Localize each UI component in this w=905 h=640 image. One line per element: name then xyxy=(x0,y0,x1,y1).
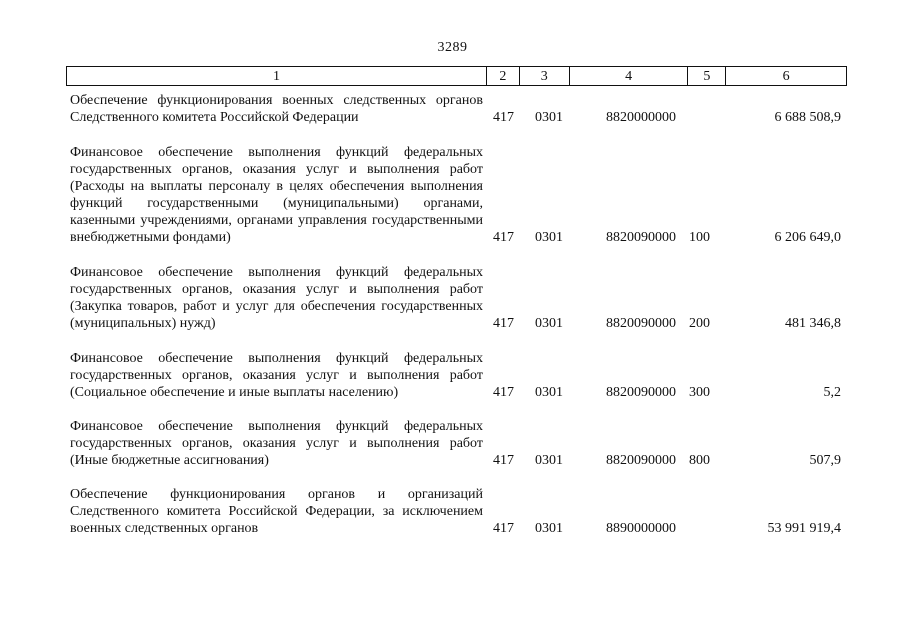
row-target-code: 8820090000 xyxy=(606,453,676,468)
header-col-1: 1 xyxy=(67,67,487,85)
row-target-code: 8890000000 xyxy=(606,521,676,536)
row-expense-type: 800 xyxy=(689,453,710,468)
row-expense-type: 300 xyxy=(689,385,710,400)
page-number: 3289 xyxy=(437,40,468,55)
row-description: Финансовое обеспечение выполнения функций федеральных государственных органов, оказания услуг и выполнения работ (Закупка товаров, работ и услуг для обеспечения государственных (муниципальных) нужд) xyxy=(70,265,483,331)
row-amount: 6 688 508,9 xyxy=(774,110,841,125)
header-col-2: 2 xyxy=(487,67,520,85)
row-description: Финансовое обеспечение выполнения функций федеральных государственных органов, оказания услуг и выполнения работ (Расходы на выплаты персоналу в целях обеспечения выполнения функций государственными (муниципальными) органами, казенными учреждениями, органами управления государственными внебюджетными фондами) xyxy=(70,145,483,245)
row-description: Обеспечение функционирования органов и организаций Следственного комитета Российской Федерации, за исключением военных следственных органов xyxy=(70,487,483,536)
row-section-code: 0301 xyxy=(535,385,563,400)
row-target-code: 8820090000 xyxy=(606,385,676,400)
header-col-6: 6 xyxy=(782,69,790,84)
row-ministry-code: 417 xyxy=(493,316,514,331)
row-section-code: 0301 xyxy=(535,316,563,331)
row-expense-type: 200 xyxy=(689,316,710,331)
row-ministry-code: 417 xyxy=(493,230,514,245)
row-amount: 5,2 xyxy=(823,385,841,400)
row-description: Финансовое обеспечение выполнения функций федеральных государственных органов, оказания услуг и выполнения работ (Иные бюджетные ассигнования) xyxy=(70,419,483,468)
header-col-3: 3 xyxy=(520,67,570,85)
header-col-5: 5 xyxy=(688,67,726,85)
row-ministry-code: 417 xyxy=(493,110,514,125)
row-description: Финансовое обеспечение выполнения функций федеральных государственных органов, оказания услуг и выполнения работ (Социальное обеспечение и иные выплаты населению) xyxy=(70,351,483,400)
row-ministry-code: 417 xyxy=(493,385,514,400)
row-ministry-code: 417 xyxy=(493,521,514,536)
row-target-code: 8820090000 xyxy=(606,316,676,331)
row-amount: 481 346,8 xyxy=(785,316,841,331)
row-section-code: 0301 xyxy=(535,521,563,536)
table-header-row xyxy=(66,66,847,86)
row-amount: 507,9 xyxy=(809,453,841,468)
row-target-code: 8820000000 xyxy=(606,110,676,125)
row-section-code: 0301 xyxy=(535,110,563,125)
row-expense-type: 100 xyxy=(689,230,710,245)
row-section-code: 0301 xyxy=(535,230,563,245)
row-ministry-code: 417 xyxy=(493,453,514,468)
header-col-4: 4 xyxy=(570,67,689,85)
row-amount: 53 991 919,4 xyxy=(767,521,841,536)
row-amount: 6 206 649,0 xyxy=(774,230,841,245)
row-description: Обеспечение функционирования военных следственных органов Следственного комитета Российской Федерации xyxy=(70,93,483,125)
row-target-code: 8820090000 xyxy=(606,230,676,245)
row-section-code: 0301 xyxy=(535,453,563,468)
